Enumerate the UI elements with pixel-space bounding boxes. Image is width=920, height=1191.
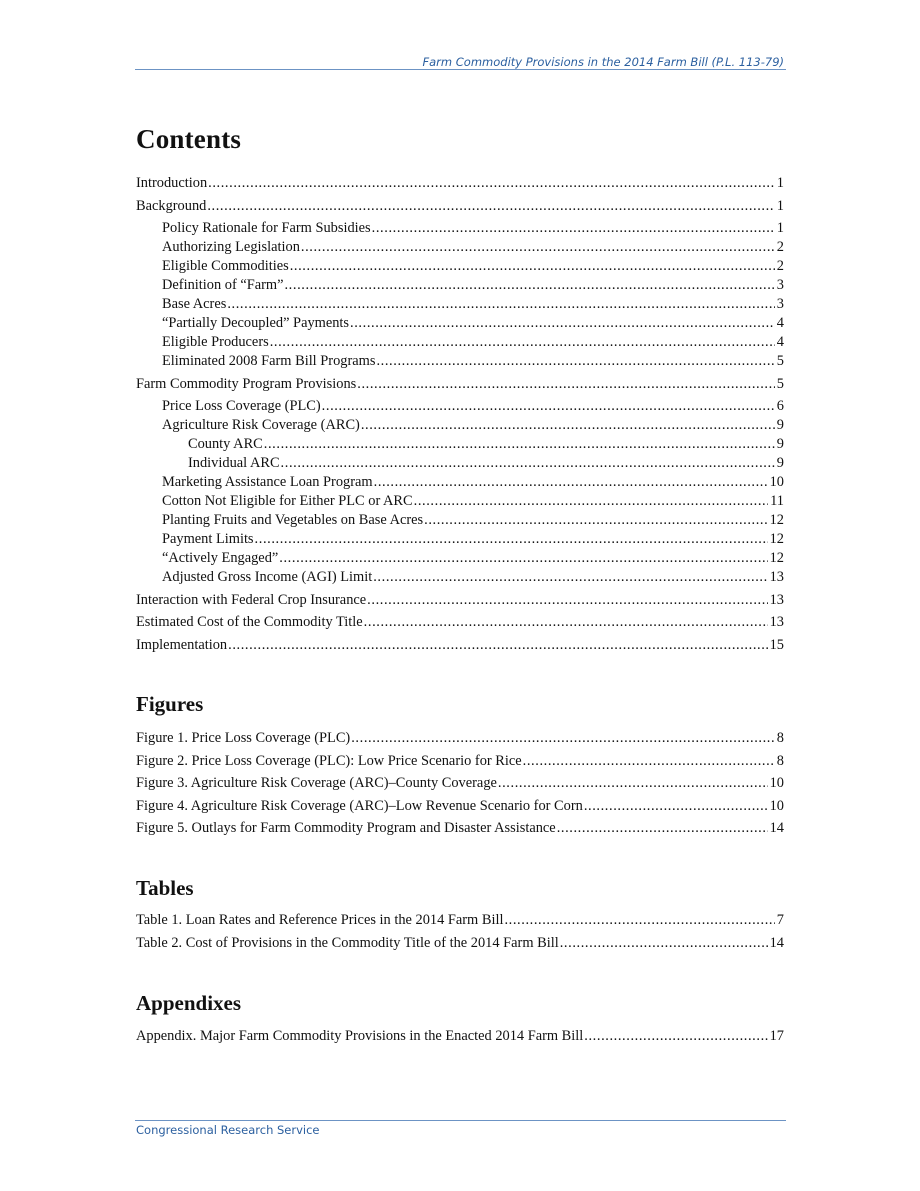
toc-entry-page-number: 7 [776,912,784,928]
toc-leader-dots [351,729,775,748]
toc-leader-dots [523,752,775,771]
toc-entry-page-number: 11 [770,493,784,509]
toc-leader-dots [424,511,767,530]
toc-entry[interactable] [136,238,784,257]
toc-leader-dots [414,492,769,511]
toc-entry-label: Agriculture Risk Coverage (ARC) [162,417,360,433]
toc-entry-page-number: 13 [769,591,784,608]
toc-entry-label: Individual ARC [188,455,280,471]
toc-entry-label: Implementation [136,636,228,653]
toc-entry-label: Figure 4. Agriculture Risk Coverage (ARC)–Low Revenue Scenario for Corn [136,797,583,814]
toc-entry[interactable] [136,530,784,549]
toc-entry-label: Policy Rationale for Farm Subsidies [162,220,371,236]
toc-entry-page-number: 6 [776,398,784,414]
toc-leader-dots [584,1027,767,1046]
toc-entry[interactable] [136,435,784,454]
toc-entry[interactable] [136,416,784,435]
toc-entry-page-number: 1 [776,197,784,214]
toc-entry-label: Introduction [136,175,208,191]
appendixes-heading: Appendixes [136,991,242,1015]
toc-leader-dots [372,219,775,238]
footer-publisher: Congressional Research Service [136,1123,320,1137]
tables-heading: Tables [136,876,194,900]
toc-leader-dots [264,435,775,454]
toc-entry-label: Table 2. Cost of Provisions in the Commodity Title of the 2014 Farm Bill [136,934,559,951]
toc-leader-dots [376,352,774,371]
toc-entry[interactable] [136,197,784,216]
toc-entry[interactable] [136,819,784,838]
toc-entry[interactable] [136,174,784,193]
toc-leader-dots [557,819,768,838]
toc-entry-label: Figure 1. Price Loss Coverage (PLC) [136,730,351,746]
toc-entry-page-number: 13 [769,569,784,585]
toc-entry[interactable] [136,568,784,587]
toc-entry-page-number: 10 [769,797,784,814]
toc-leader-dots [373,568,767,587]
toc-entry-label: Adjusted Gross Income (AGI) Limit [162,569,373,585]
toc-entry[interactable] [136,549,784,568]
toc-leader-dots [498,774,768,793]
toc-entry-page-number: 4 [776,315,784,331]
toc-entry-label: Authorizing Legislation [162,239,300,255]
toc-entry[interactable] [136,352,784,371]
toc-entry-page-number: 14 [769,934,784,951]
toc-entry-page-number: 2 [776,258,784,274]
toc-leader-dots [207,197,774,216]
toc-entry-page-number: 13 [769,614,784,630]
appendixes-list [136,1027,784,1046]
toc-entry-page-number: 2 [776,239,784,255]
toc-entry-label: Marketing Assistance Loan Program [162,474,373,490]
toc-leader-dots [364,613,768,632]
toc-entry-label: Cotton Not Eligible for Either PLC or ARC [162,493,413,509]
toc-entry-page-number: 3 [776,277,784,293]
toc-entry-page-number: 10 [769,474,784,490]
toc-leader-dots [255,530,768,549]
toc-entry[interactable] [136,375,784,394]
toc-leader-dots [228,636,767,655]
toc-entry-label: Eliminated 2008 Farm Bill Programs [162,353,376,369]
toc-entry-page-number: 15 [769,636,784,653]
contents-heading: Contents [136,124,242,154]
toc-leader-dots [504,911,774,930]
toc-entry-page-number: 17 [769,1028,784,1044]
toc-entry[interactable] [136,934,784,953]
toc-entry-page-number: 10 [769,775,784,791]
running-header-title: Farm Commodity Provisions in the 2014 Farm Bill (P.L. 113-79) [422,55,784,69]
toc-entry-page-number: 5 [776,353,784,369]
toc-entry-label: Eligible Commodities [162,258,289,274]
toc-leader-dots [290,257,775,276]
toc-entry[interactable] [136,397,784,416]
toc-entry-page-number: 1 [776,220,784,236]
toc-entry-page-number: 8 [776,752,784,769]
toc-entry-page-number: 3 [776,296,784,312]
toc-entry-label: Interaction with Federal Crop Insurance [136,591,367,608]
toc-entry-page-number: 14 [769,820,784,836]
toc-entry[interactable] [136,257,784,276]
toc-entry-label: Figure 2. Price Loss Coverage (PLC): Low Price Scenario for Rice [136,752,522,769]
toc-entry[interactable] [136,774,784,793]
toc-entry[interactable] [136,636,784,655]
toc-leader-dots [281,454,775,473]
toc-entry[interactable] [136,276,784,295]
toc-entry[interactable] [136,752,784,771]
toc-leader-dots [279,549,767,568]
toc-entry-label: Background [136,197,207,214]
toc-leader-dots [361,416,775,435]
header-divider [135,69,786,70]
toc-entry-label: “Partially Decoupled” Payments [162,315,350,331]
toc-leader-dots [350,314,775,333]
figures-list [136,729,784,838]
toc-entry-label: Estimated Cost of the Commodity Title [136,614,363,630]
footer-divider [135,1120,786,1121]
toc-leader-dots [374,473,768,492]
toc-entry-label: Planting Fruits and Vegetables on Base Acres [162,512,424,528]
toc-entry[interactable] [136,333,784,352]
contents-list [136,174,784,655]
toc-leader-dots [301,238,775,257]
toc-entry-label: Figure 5. Outlays for Farm Commodity Program and Disaster Assistance [136,820,556,836]
toc-entry[interactable] [136,729,784,748]
toc-entry-page-number: 9 [776,455,784,471]
toc-leader-dots [367,591,767,610]
toc-entry[interactable] [136,492,784,511]
toc-entry-page-number: 12 [769,512,784,528]
toc-leader-dots [270,333,775,352]
toc-entry[interactable] [136,613,784,632]
toc-entry-label: Eligible Producers [162,334,269,350]
toc-leader-dots [227,295,774,314]
toc-leader-dots [322,397,775,416]
toc-leader-dots [560,934,768,953]
toc-entry-label: Price Loss Coverage (PLC) [162,398,321,414]
toc-entry[interactable] [136,511,784,530]
toc-entry-label: Base Acres [162,296,227,312]
toc-entry[interactable] [136,314,784,333]
toc-leader-dots [357,375,775,394]
toc-entry[interactable] [136,797,784,816]
toc-entry-page-number: 12 [769,531,784,547]
toc-entry-label: Figure 3. Agriculture Risk Coverage (ARC)–County Coverage [136,775,497,791]
toc-entry-page-number: 12 [769,550,784,566]
toc-entry-label: Appendix. Major Farm Commodity Provisions in the Enacted 2014 Farm Bill [136,1028,584,1044]
toc-entry-page-number: 1 [776,175,784,191]
toc-entry[interactable] [136,454,784,473]
toc-leader-dots [584,797,768,816]
toc-entry-label: Farm Commodity Program Provisions [136,375,357,392]
toc-entry[interactable] [136,1027,784,1046]
toc-leader-dots [284,276,774,295]
toc-entry-page-number: 9 [776,417,784,433]
toc-entry[interactable] [136,219,784,238]
tables-list [136,911,784,953]
toc-entry-page-number: 5 [776,375,784,392]
toc-entry[interactable] [136,473,784,492]
toc-entry-label: County ARC [188,436,263,452]
toc-entry-label: Table 1. Loan Rates and Reference Prices in the 2014 Farm Bill [136,912,504,928]
toc-entry[interactable] [136,295,784,314]
toc-entry-page-number: 8 [776,730,784,746]
toc-entry-page-number: 9 [776,436,784,452]
toc-entry[interactable] [136,911,784,930]
toc-entry-label: “Actively Engaged” [162,550,279,566]
toc-entry-label: Payment Limits [162,531,254,547]
figures-heading: Figures [136,692,204,716]
toc-leader-dots [208,174,775,193]
toc-entry-label: Definition of “Farm” [162,277,284,293]
toc-entry-page-number: 4 [776,334,784,350]
toc-entry[interactable] [136,591,784,610]
